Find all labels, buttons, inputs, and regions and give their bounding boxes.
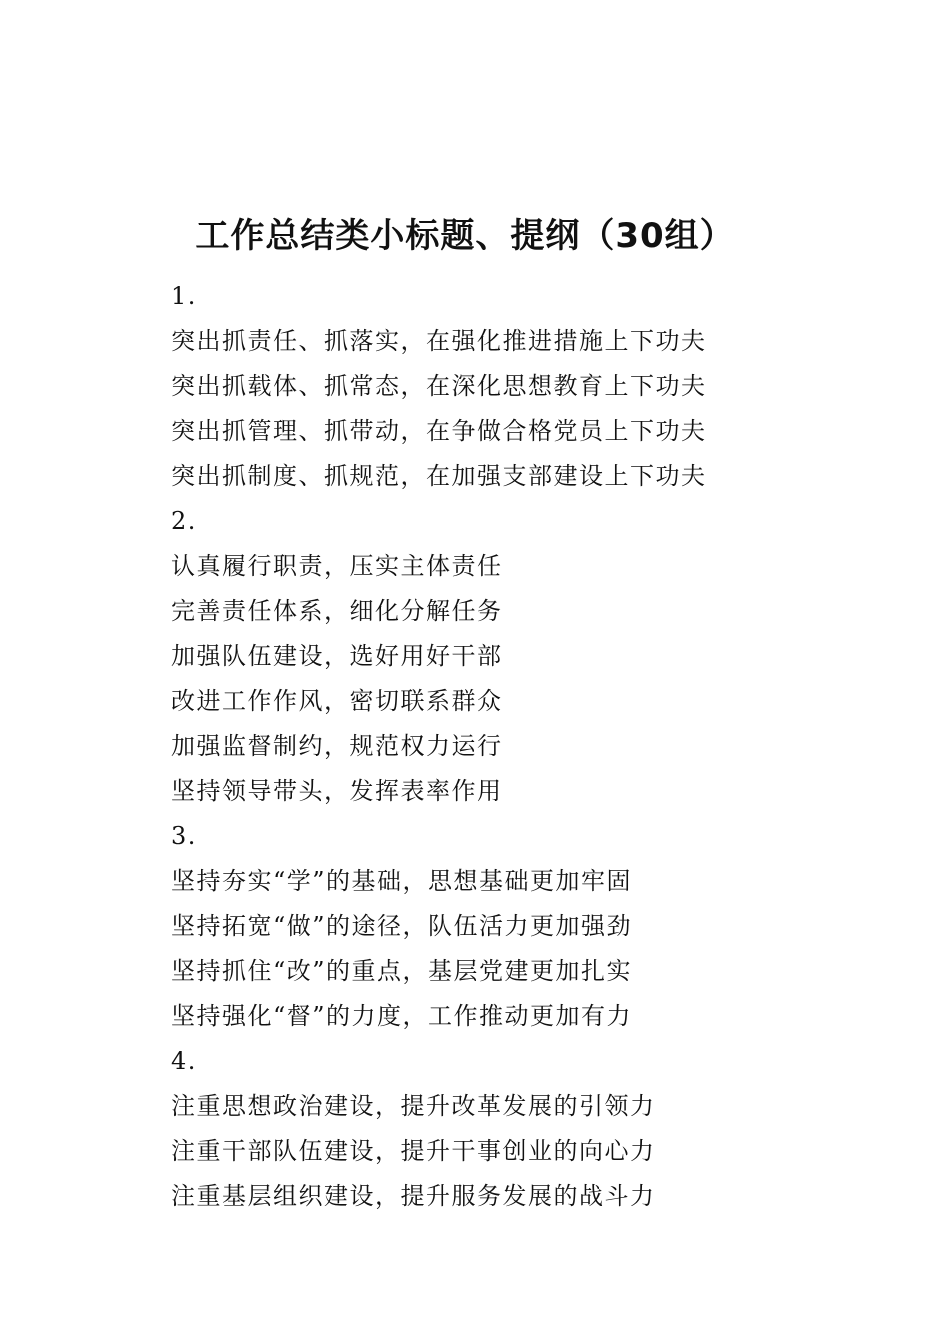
outline-line: 坚持强化“督”的力度，工作推动更加有力 — [171, 1002, 633, 1030]
outline-line: 加强队伍建设，选好用好干部 — [171, 642, 503, 670]
document-body — [171, 274, 891, 1219]
outline-line: 认真履行职责，压实主体责任 — [171, 552, 503, 580]
outline-line: 坚持拓宽“做”的途径，队伍活力更加强劲 — [171, 912, 633, 940]
group-number: 3. — [171, 822, 197, 850]
outline-line: 改进工作作风，密切联系群众 — [171, 687, 503, 715]
group-number: 4. — [171, 1047, 197, 1075]
group-number: 2. — [171, 507, 197, 535]
outline-line: 突出抓责任、抓落实，在强化推进措施上下功夫 — [171, 327, 707, 355]
document-title: 工作总结类小标题、提纲（30组） — [195, 216, 735, 256]
outline-line: 突出抓制度、抓规范，在加强支部建设上下功夫 — [171, 462, 707, 490]
outline-line: 注重干部队伍建设，提升干事创业的向心力 — [171, 1137, 656, 1165]
outline-line: 坚持领导带头，发挥表率作用 — [171, 777, 503, 805]
outline-line: 突出抓管理、抓带动，在争做合格党员上下功夫 — [171, 417, 707, 445]
outline-line: 注重思想政治建设，提升改革发展的引领力 — [171, 1092, 656, 1120]
outline-line: 加强监督制约，规范权力运行 — [171, 732, 503, 760]
outline-line: 注重基层组织建设，提升服务发展的战斗力 — [171, 1182, 656, 1210]
outline-line: 突出抓载体、抓常态，在深化思想教育上下功夫 — [171, 372, 707, 400]
outline-line: 完善责任体系，细化分解任务 — [171, 597, 503, 625]
group-number: 1. — [171, 282, 197, 310]
outline-line: 坚持夯实“学”的基础，思想基础更加牢固 — [171, 867, 633, 895]
outline-line: 坚持抓住“改”的重点，基层党建更加扎实 — [171, 957, 633, 985]
